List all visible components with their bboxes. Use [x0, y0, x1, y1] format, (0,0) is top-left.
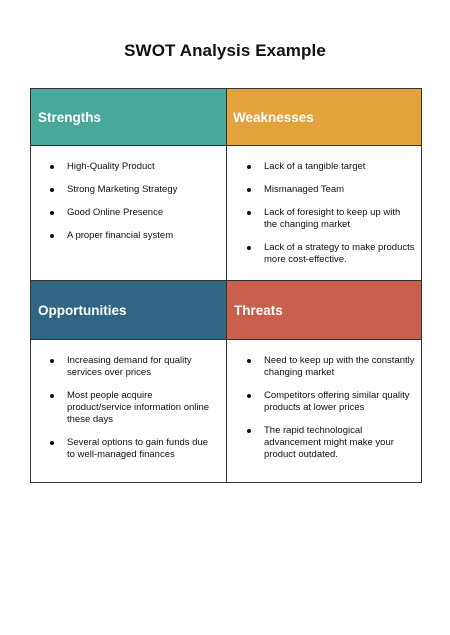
list-item: Lack of a strategy to make products more cost-effective.	[235, 242, 415, 266]
opportunities-list	[38, 355, 218, 472]
threats-list	[235, 355, 415, 472]
horizontal-divider	[31, 145, 421, 146]
list-item: Several options to gain funds due to well-managed finances	[38, 437, 218, 461]
list-item: Lack of a tangible target	[235, 161, 415, 173]
list-item: Increasing demand for quality services over prices	[38, 355, 218, 379]
strengths-heading: Strengths	[31, 89, 226, 145]
swot-grid	[30, 88, 422, 483]
opportunities-heading: Opportunities	[31, 281, 226, 339]
list-item: Strong Marketing Strategy	[38, 184, 218, 196]
list-item: Good Online Presence	[38, 207, 218, 219]
horizontal-divider	[31, 339, 421, 340]
list-item: The rapid technological advancement might make your product outdated.	[235, 425, 415, 461]
list-item: Need to keep up with the constantly changing market	[235, 355, 415, 379]
weaknesses-heading: Weaknesses	[227, 89, 421, 145]
list-item: High-Quality Product	[38, 161, 218, 173]
list-item: A proper financial system	[38, 230, 218, 242]
list-item: Most people acquire product/service information online these days	[38, 390, 218, 426]
page-title: SWOT Analysis Example	[124, 41, 326, 60]
weaknesses-list	[235, 161, 415, 277]
threats-heading: Threats	[227, 281, 421, 339]
list-item: Lack of foresight to keep up with the changing market	[235, 207, 415, 231]
list-item: Mismanaged Team	[235, 184, 415, 196]
list-item: Competitors offering similar quality products at lower prices	[235, 390, 415, 414]
strengths-list	[38, 161, 218, 253]
